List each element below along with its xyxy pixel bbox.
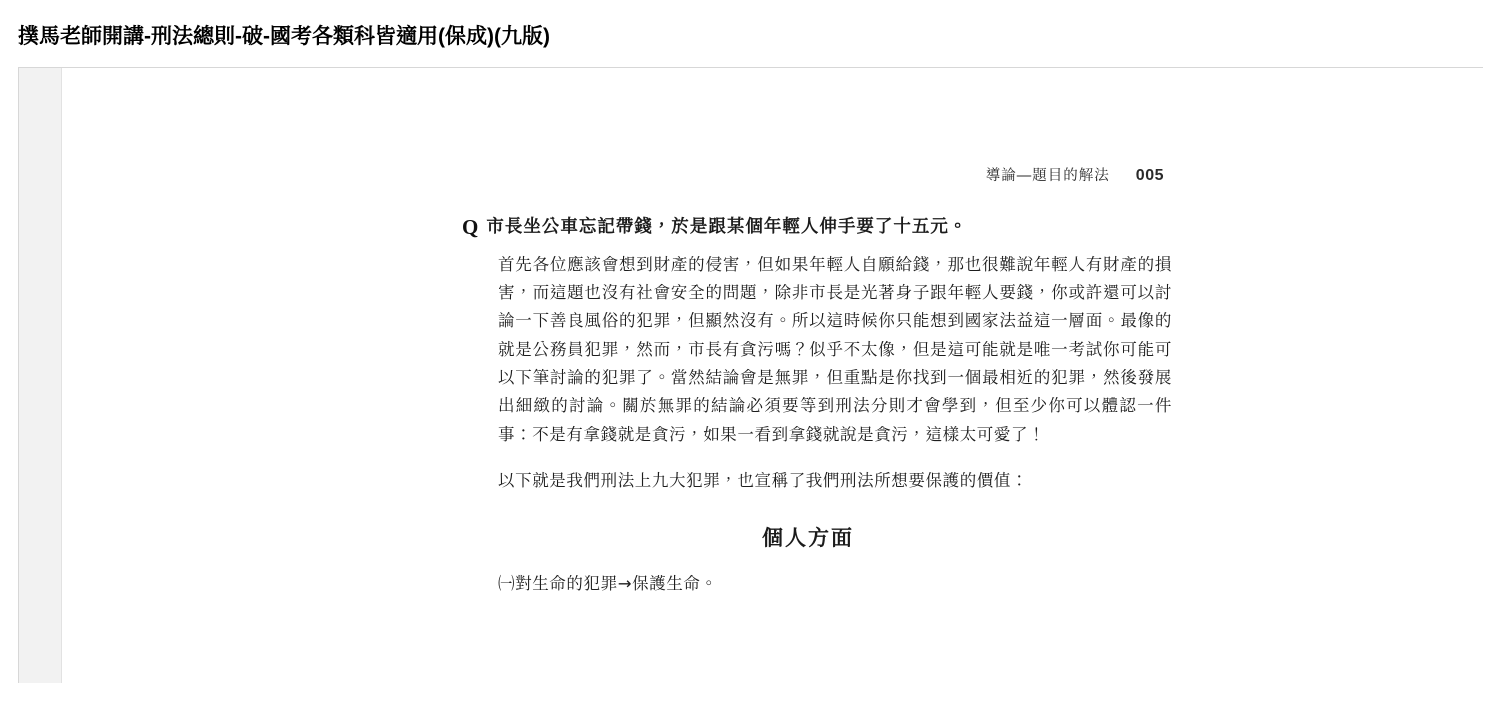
running-header (462, 164, 1172, 185)
question-marker-icon: Q (462, 215, 477, 240)
page-title: 撲馬老師開講-刑法總則-破-國考各類科皆適用(保成)(九版) (18, 25, 550, 48)
document-viewer[interactable] (18, 67, 1483, 683)
question-block (462, 215, 1172, 240)
page-number: 005 (1135, 167, 1164, 185)
body-paragraph-2: 以下就是我們刑法上九大犯罪，也宣稱了我們刑法所想要保護的價值： (498, 471, 1029, 491)
scan-content (462, 164, 1172, 593)
viewer-left-gutter[interactable] (19, 68, 62, 683)
section-heading: 個人方面 (762, 525, 854, 550)
running-head-text: 導論—題目的解法 (985, 168, 1110, 185)
list-item: ㈠對生命的犯罪→保護生命。 (498, 573, 718, 593)
scanned-page (62, 68, 1483, 683)
body-paragraph-1: 首先各位應該會想到財產的侵害，但如果年輕人自願給錢，那也很難說年輕人有財產的損害，而這題也沒有社會安全的問題，除非市長是光著身子跟年輕人要錢，你或許還可以討論一下善良風俗的犯罪，但顯然沒有。所以這時候你只能想到國家法益這一層面。最像的就是公務員犯罪，然而，市長有貪污嗎？似乎不太像，但是這可能就是唯一考試你可能可以下筆討論的犯罪了。當然結論會是無罪，但重點是你找到一個最相近的犯罪，然後發展出細緻的討論。關於無罪的結論必須要等到刑法分則才會學到，但至少你可以體認一件事：不是有拿錢就是貪污，如果一看到拿錢就說是貪污，這樣太可愛了！ (498, 254, 1172, 444)
document-page-sheet (62, 68, 1483, 683)
question-text: 市長坐公車忘記帶錢，於是跟某個年輕人伸手要了十五元。 (486, 217, 968, 238)
